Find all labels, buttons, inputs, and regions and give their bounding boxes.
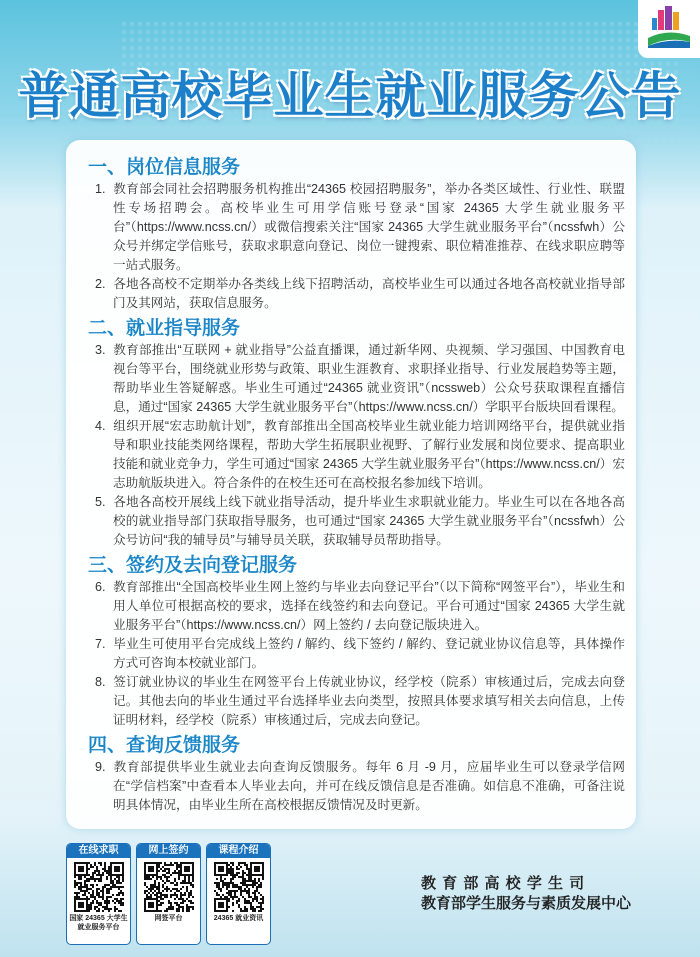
qr-label: 在线求职 — [67, 844, 130, 858]
qr-code-icon — [144, 862, 194, 912]
qr-caption: 24365 就业资讯 — [213, 915, 264, 922]
qr-card-online-signing[interactable] — [136, 843, 201, 945]
item-number: 2. — [95, 277, 106, 291]
qr-code-icon — [74, 862, 124, 912]
list-item — [95, 341, 625, 417]
qr-card-course-intro[interactable] — [206, 843, 271, 945]
item-number: 9. — [95, 760, 106, 774]
item-text: 毕业生可使用平台完成线上签约 / 解约、线下签约 / 解约、登记就业协议信息等，具体操作方式可咨询本校就业部门。 — [113, 637, 625, 670]
logo — [638, 0, 700, 58]
list-item — [95, 493, 625, 550]
section-heading: 三、签约及去向登记服务 — [88, 555, 298, 576]
qr-card-online-job[interactable] — [66, 843, 131, 945]
qr-label: 课程介绍 — [207, 844, 270, 858]
item-text: 教育部会同社会招聘服务机构推出“24365 校园招聘服务”，举办各类区域性、行业性、联盟性专场招聘会。高校毕业生可用学信账号登录“国家 24365 大学生就业服务平台”（https://www.ncss.cn/）或微信搜索关注“国家 24365 大学生就业服务平台”（ncssfwh）公众号并绑定学信账号，获取求职意向登记、岗位一键搜索、职位精准推荐、在线求职应聘等一站式服务。 — [113, 182, 625, 272]
item-text: 教育部提供毕业生就业去向查询反馈服务。每年 6 月 -9 月，应届毕业生可以登录学信网在“学信档案”中查看本人毕业去向，并可在线反馈信息是否准确。如信息不准确，可备注说明具体情况，由毕业生所在高校根据反馈情况及时更新。 — [113, 760, 625, 812]
item-text: 组织开展“宏志助航计划”，教育部推出全国高校毕业生就业能力培训网络平台，提供就业指导和职业技能类网络课程，帮助大学生拓展职业视野、了解行业发展和岗位要求、提高职业技能和就业竞争力，学生可通过“国家 24365 大学生就业服务平台”（https://www.ncss.cn/）宏志助航版块进入。符合条件的在校生还可在高校报名参加线下培训。 — [113, 419, 625, 490]
qr-caption: 网签平台 — [154, 915, 183, 922]
list-item — [95, 635, 625, 673]
page-title: 普通高校毕业生就业服务公告 — [18, 68, 682, 124]
section-heading: 四、查询反馈服务 — [88, 735, 241, 756]
list-item — [95, 275, 625, 313]
qr-code-icon — [214, 862, 264, 912]
issuer-block — [421, 874, 631, 914]
main-content — [66, 140, 636, 945]
issuer-dept: 教 育 部 高 校 学 生 司 — [421, 875, 586, 892]
item-number: 4. — [95, 419, 106, 433]
list-item — [95, 673, 625, 730]
qr-code-panel — [66, 843, 271, 945]
item-number: 6. — [95, 580, 106, 594]
list-item — [95, 417, 625, 493]
list-item — [95, 578, 625, 635]
item-text: 教育部推出“全国高校毕业生网上签约与毕业去向登记平台”（以下简称“网签平台”），毕业生和用人单位可根据高校的要求，选择在线签约和去向登记。平台可通过“国家 24365 大学生就业服务平台”（https://www.ncss.cn/）网上签约 / 去向登记版块进入。 — [113, 580, 625, 632]
item-number: 7. — [95, 637, 106, 651]
content-card — [66, 140, 636, 829]
item-number: 3. — [95, 343, 106, 357]
section-heading: 一、岗位信息服务 — [88, 157, 241, 178]
city-logo-icon — [638, 0, 700, 58]
qr-caption: 国家 24365 大学生就业服务平台 — [69, 915, 128, 931]
item-text: 各地各高校开展线上线下就业指导活动，提升毕业生求职就业能力。毕业生可以在各地各高校的就业指导部门获取指导服务，也可通过“国家 24365 大学生就业服务平台”（ncssfwh）公众号访问“我的辅导员”与辅导员关联，获取辅导员帮助指导。 — [113, 495, 625, 547]
list-item — [95, 758, 625, 815]
issuer-center: 教育部学生服务与素质发展中心 — [421, 895, 632, 912]
item-number: 1. — [95, 182, 106, 196]
item-text: 教育部推出“互联网 + 就业指导”公益直播课，通过新华网、央视频、学习强国、中国教育电视台等平台，围绕就业形势与政策、职业生涯教育、求职择业指导、行业发展趋势等主题，帮助毕业生答疑解惑。毕业生可通过“24365 就业资讯”（ncssweb）公众号获取课程直播信息，通过“国家 24365 大学生就业服务平台”（https://www.ncss.cn/）学职平台版块回看课程。 — [113, 343, 625, 414]
qr-label: 网上签约 — [137, 844, 200, 858]
item-number: 8. — [95, 675, 106, 689]
item-text: 各地各高校不定期举办各类线上线下招聘活动，高校毕业生可以通过各地各高校就业指导部门及其网站，获取信息服务。 — [113, 277, 625, 310]
item-number: 5. — [95, 495, 106, 509]
section-heading: 二、就业指导服务 — [88, 318, 241, 339]
item-text: 签订就业协议的毕业生在网签平台上传就业协议，经学校（院系）审核通过后，完成去向登记。其他去向的毕业生通过平台选择毕业去向类型，按照具体要求填写相关去向信息，上传证明材料，经学校（院系）审核通过后，完成去向登记。 — [113, 675, 625, 727]
list-item — [95, 180, 625, 275]
footer-row — [66, 843, 636, 945]
